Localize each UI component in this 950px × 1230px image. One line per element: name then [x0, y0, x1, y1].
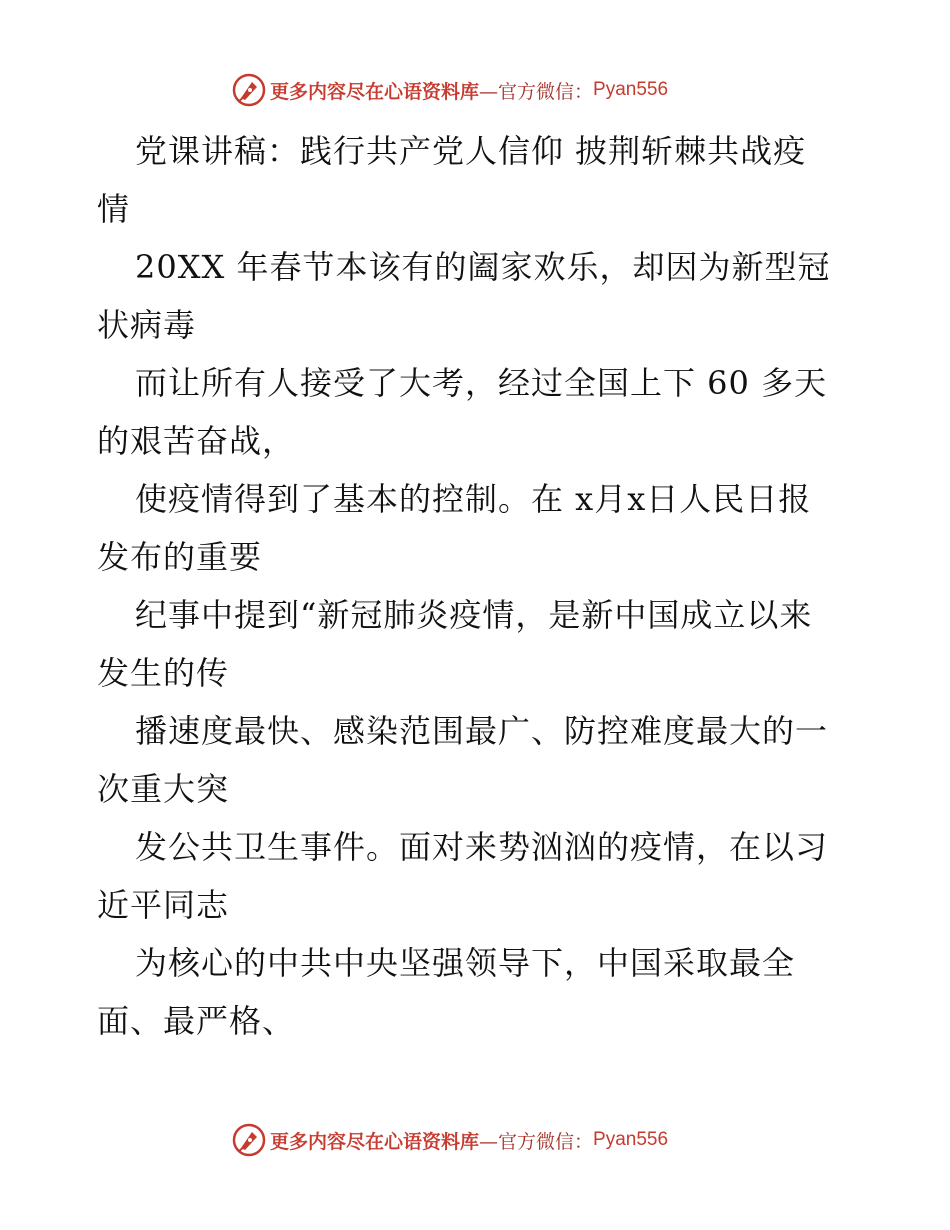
doc-line: 播速度最快、感染范围最广、防控难度最大的一: [135, 712, 829, 750]
header-promo-banner: [232, 72, 668, 108]
doc-line: 发公共卫生事件。面对来势汹汹的疫情，在以习: [135, 828, 829, 866]
doc-line: 纪事中提到“新冠肺炎疫情，是新中国成立以来: [135, 596, 813, 634]
header-promo-text: 更多内容尽在心语资料库: [270, 80, 480, 103]
doc-line: 使疫情得到了基本的控制。在 x月x日人民日报: [135, 480, 812, 518]
header-wechat-id: Pyan556: [593, 79, 669, 100]
doc-line: 发布的重要: [97, 538, 263, 576]
document-body: [97, 122, 857, 1050]
doc-line: 发生的传: [97, 654, 230, 692]
doc-line: 而让所有人接受了大考，经过全国上下 60 多天: [135, 364, 828, 402]
doc-line: 为核心的中共中央坚强领导下，中国采取最全: [135, 944, 796, 982]
doc-line-title-2: 情: [97, 190, 131, 228]
footer-promo-text: 更多内容尽在心语资料库: [270, 1130, 480, 1153]
footer-wechat-id: Pyan556: [593, 1129, 669, 1150]
doc-line: 面、最严格、: [97, 1002, 296, 1040]
doc-line: 近平同志: [97, 886, 230, 924]
doc-line: 20XX 年春节本该有的阖家欢乐，却因为新型冠: [135, 248, 831, 286]
pen-nib-logo-icon: [232, 1123, 266, 1157]
pen-nib-logo-icon: [232, 73, 266, 107]
doc-line-title-1: 党课讲稿：践行共产党人信仰 披荆斩棘共战疫: [135, 132, 807, 170]
footer-wechat-label: —官方微信：: [479, 1130, 594, 1153]
footer-promo-banner: [232, 1122, 668, 1158]
doc-line: 的艰苦奋战，: [97, 422, 296, 460]
header-wechat-label: —官方微信：: [479, 80, 594, 103]
doc-line: 状病毒: [97, 306, 197, 344]
doc-line: 次重大突: [97, 770, 230, 808]
